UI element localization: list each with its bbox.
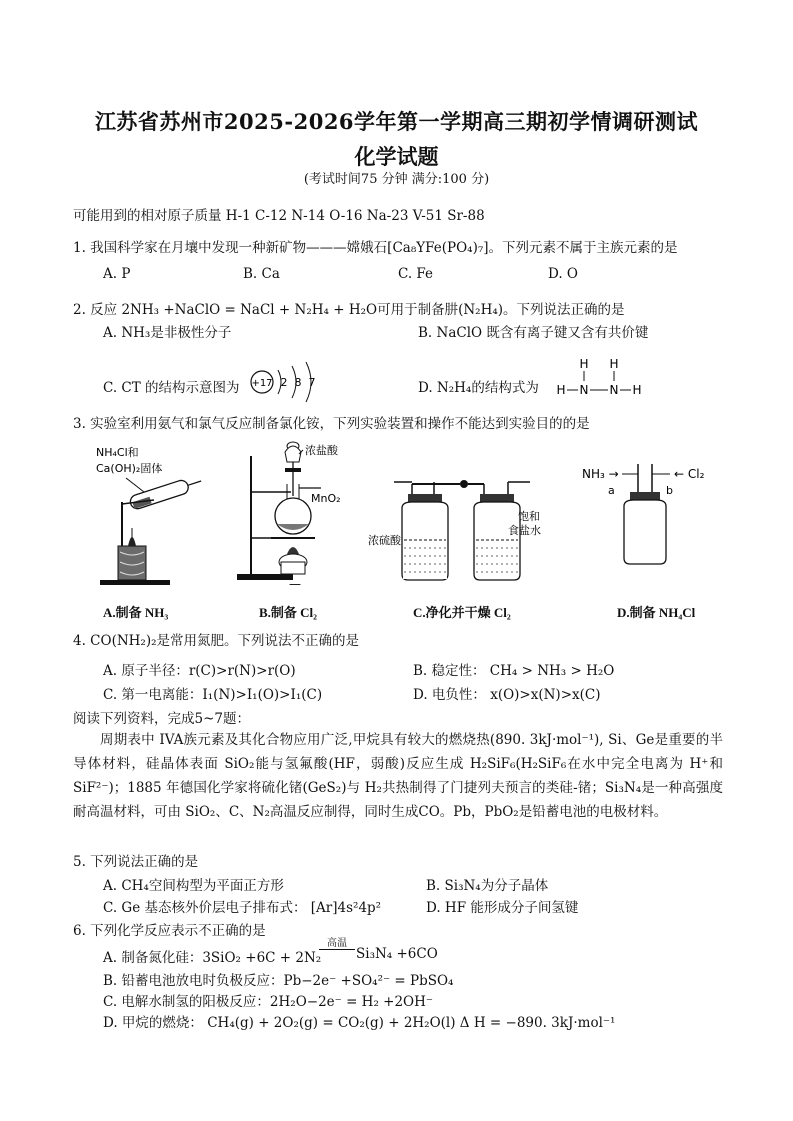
q5-option-d: D. HF 能形成分子间氢键 <box>426 900 579 916</box>
svg-text:—: — <box>289 577 301 586</box>
apparatus-a-nh3-heating <box>92 440 207 590</box>
cl-ion-structure-diagram <box>248 360 328 406</box>
svg-text:H: H <box>609 357 619 371</box>
q2-option-c: C. CT 的结构示意图为 <box>103 380 240 396</box>
q2-option-d: D. N₂H₄的结构式为 <box>418 380 539 396</box>
apparatus-a-reagent-2: Ca(OH)₂固体 <box>96 462 163 475</box>
q4-option-b: B. 稳定性： CH₄ > NH₃ > H₂O <box>413 663 615 679</box>
apparatus-d-cl2-label: ← Cl₂ <box>674 467 705 481</box>
exam-title: 江苏省苏州市2025-2026学年第一学期高三期初学情调研测试 <box>94 109 699 134</box>
q3-option-b: B.制备 Cl₂ <box>259 605 318 620</box>
apparatus-c-left-label: 浓硫酸 <box>368 534 401 547</box>
q6-option-b: B. 铅蓄电池放电时负极反应：Pb−2e⁻ +SO₄²⁻ = PbSO₄ <box>103 973 454 989</box>
q5-stem: 5. 下列说法正确的是 <box>73 854 199 870</box>
cl-nucleus-label: +17 <box>251 378 273 389</box>
apparatus-d-port-a: a <box>608 484 615 497</box>
q6-stem: 6. 下列化学反应表示不正确的是 <box>73 923 266 939</box>
q3-option-a: A.制备 NH₃ <box>103 605 169 620</box>
q2-option-a: A. NH₃是非极性分子 <box>103 325 232 341</box>
q6-option-d: D. 甲烷的燃烧： CH₄(g) + 2O₂(g) = CO₂(g) + 2H₂O(l) Δ H = −890. 3kJ·mol⁻¹ <box>103 1015 616 1031</box>
apparatus-a-reagent-1: NH₄Cl和 <box>96 446 139 459</box>
apparatus-c-right-label-1: 饱和 <box>518 510 540 523</box>
q6-option-a-condition: 高温 <box>327 938 347 949</box>
q4-option-c: C. 第一电离能：I₁(N)>I₁(O)>I₁(C) <box>103 687 323 703</box>
q5-option-b: B. Si₃N₄为分子晶体 <box>426 878 549 894</box>
q6-option-a-rhs: Si₃N₄ +6CO <box>356 946 438 962</box>
q3-option-c: C.净化并干燥 Cl₂ <box>413 605 511 620</box>
apparatus-d-nh3-label: NH₃ → <box>582 467 619 481</box>
svg-text:H: H <box>632 383 642 397</box>
atomic-masses: 可能用到的相对原子质量 H-1 C-12 N-14 O-16 Na-23 V-51 Sr-88 <box>73 208 485 224</box>
q2-option-b: B. NaClO 既含有离子键又含有共价键 <box>418 325 649 341</box>
svg-text:N: N <box>579 383 589 397</box>
q6-option-a-arrow <box>319 949 355 951</box>
exam-info: (考试时间75 分钟 满分:100 分) <box>303 172 490 187</box>
q5-option-c: C. Ge 基态核外价层电子排布式： [Ar]4s²4p² <box>103 900 382 916</box>
svg-text:H: H <box>556 383 566 397</box>
subject-title: 化学试题 <box>354 144 439 169</box>
q3-stem: 3. 实验室利用氨气和氯气反应制备氯化铵，下列实验装置和操作不能达到实验目的的是 <box>73 416 590 432</box>
q3-option-d: D.制备 NH₄Cl <box>617 605 696 620</box>
q1-stem: 1. 我国科学家在月壤中发现一种新矿物———嫦娥石[Ca₈YFe(PO₄)₇]。下列元素不属于主族元素的是 <box>73 240 678 256</box>
apparatus-c-right-label-2: 食盐水 <box>508 524 541 537</box>
n2h4-structural-formula <box>552 356 648 404</box>
q1-option-b: B. Ca <box>243 266 280 282</box>
q2-stem: 2. 反应 2NH₃ +NaClO = NaCl + N₂H₄ + H₂O可用于制备肼(N₂H₄)。下列说法正确的是 <box>73 302 625 318</box>
svg-text:N: N <box>609 383 619 397</box>
cl-shell-2: 8 <box>294 376 302 389</box>
reading-paragraph: 周期表中 IVA族元素及其化合物应用广泛,甲烷具有较大的燃烧热(890. 3kJ·mol⁻¹), Si、Ge是重要的半导体材料，硅晶体表面 SiO₂能与氢氟酸(HF，弱酸)反应生成 H₂SiF₆(H₂SiF₆在水中完全电离为 H⁺和 SiF²⁻)；1885 年德国化学家将硫化锗(GeS₂)与 H₂共热制得了门捷列夫预言的类硅-锗；Si₃N₄是一种高强度耐高温材料，可由 SiO₂、C、N₂高温反应制得，同时生成CO。Pb，PbO₂是铅蓄电池的电极材料。 <box>73 732 723 820</box>
q1-option-a: A. P <box>103 266 131 282</box>
apparatus-d-port-b: b <box>666 484 673 497</box>
q5-option-a: A. CH₄空间构型为平面正方形 <box>103 878 284 894</box>
q1-option-c: C. Fe <box>398 266 434 282</box>
q4-option-a: A. 原子半径：r(C)>r(N)>r(O) <box>103 663 296 679</box>
apparatus-b-acid-label: 浓盐酸 <box>305 444 338 457</box>
apparatus-b-cl2-generator <box>235 436 360 586</box>
apparatus-b-mno2-label: MnO₂ <box>311 492 341 505</box>
reading-intro: 阅读下列资料，完成5~7题： <box>73 711 250 727</box>
cl-shell-1: 2 <box>280 376 288 389</box>
apparatus-d-nh4cl-bottle <box>578 460 708 570</box>
q4-stem: 4. CO(NH₂)₂是常用氮肥。下列说法不正确的是 <box>73 633 360 649</box>
q1-option-d: D. O <box>548 266 578 282</box>
q6-option-a-lhs: A. 制备氮化硅：3SiO₂ +6C + 2N₂ <box>103 950 322 966</box>
apparatus-c-gas-washing-bottles <box>368 478 543 590</box>
cl-shell-3: 7 <box>308 376 316 389</box>
q6-option-c: C. 电解水制氢的阳极反应：2H₂O−2e⁻ = H₂ +2OH⁻ <box>103 994 434 1010</box>
svg-text:H: H <box>579 357 589 371</box>
q4-option-d: D. 电负性： x(O)>x(N)>x(C) <box>413 687 601 703</box>
